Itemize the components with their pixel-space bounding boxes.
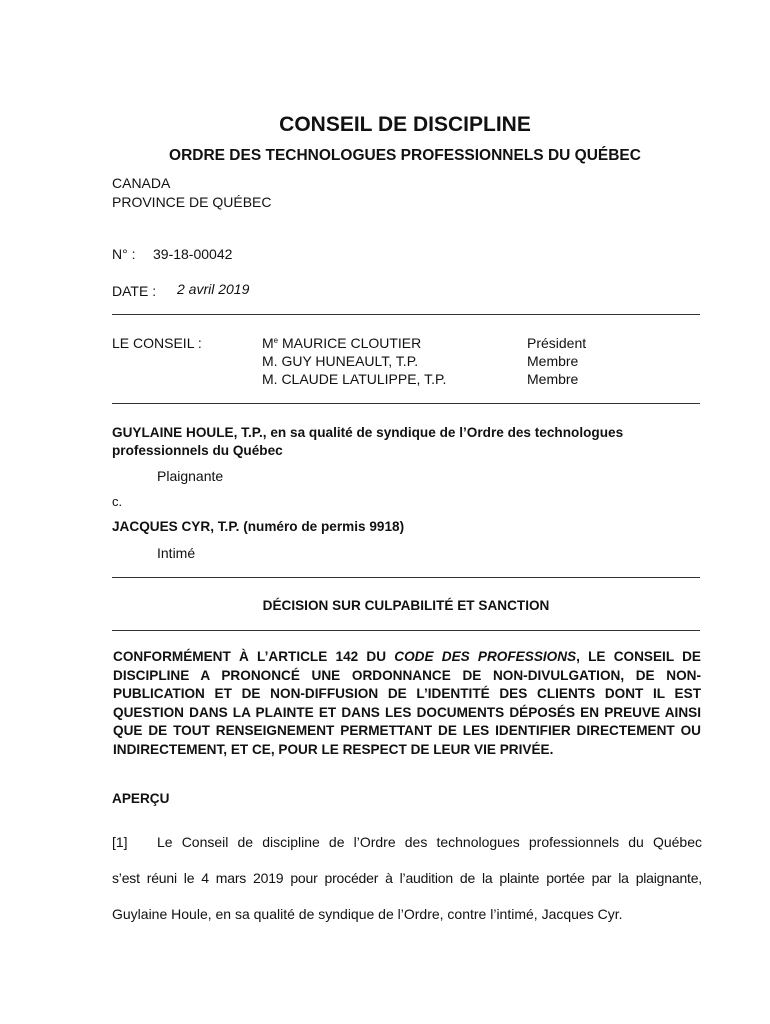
paragraph-number: [1] [112, 834, 128, 850]
plaintiff-line-1: GUYLAINE HOULE, T.P., en sa qualité de syndique de l’Ordre des technologues [112, 425, 624, 440]
divider-parties [112, 577, 700, 578]
file-number-label: N° : [112, 246, 136, 262]
council-member-role: Membre [527, 371, 579, 387]
plaintiff-role: Plaignante [157, 468, 224, 484]
member-prefix-sup: e [273, 336, 279, 345]
decision-title: DÉCISION SUR CULPABILITÉ ET SANCTION [262, 598, 550, 613]
divider-council [112, 403, 700, 404]
council-member-name: M. GUY HUNEAULT, T.P. [262, 353, 419, 369]
council-member-name [262, 335, 421, 351]
date-value: 2 avril 2019 [177, 281, 250, 297]
province-label: PROVINCE DE QUÉBEC [112, 194, 272, 210]
respondent-role: Intimé [157, 545, 196, 561]
member-prefix: M [262, 335, 274, 351]
date-label: DATE : [112, 283, 157, 299]
council-member-role: Membre [527, 353, 579, 369]
respondent-name: JACQUES CYR, T.P. (numéro de permis 9918) [112, 519, 405, 534]
paragraph-line-1: Le Conseil de discipline de l’Ordre des technologues professionnels du Québec [157, 834, 702, 850]
council-label: LE CONSEIL : [112, 335, 202, 351]
paragraph-line-2: s’est réuni le 4 mars 2019 pour procéder à l’audition de la plainte portée par la plaignante, [112, 870, 702, 886]
notice-part-1: CONFORMÉMENT À L’ARTICLE 142 DU [113, 649, 395, 664]
plaintiff-line-2: professionnels du Québec [112, 443, 283, 458]
document-subtitle: ORDRE DES TECHNOLOGUES PROFESSIONNELS DU QUÉBEC [169, 147, 641, 164]
paragraph-line-3: Guylaine Houle, en sa qualité de syndique de l’Ordre, contre l’intimé, Jacques Cyr. [112, 906, 623, 922]
confidentiality-notice [113, 648, 701, 759]
divider-top [112, 314, 700, 315]
notice-code-title: CODE DES PROFESSIONS [394, 649, 577, 664]
council-member-role: Président [527, 335, 587, 351]
file-number-value: 39-18-00042 [153, 246, 233, 262]
notice-part-3: , LE CONSEIL DE DISCIPLINE A PRONONCÉ UNE ORDONNANCE DE NON-DIVULGATION, DE NON-PUBLICATION ET DE NON-DIFFUSION DE L’IDENTITÉ DES CLIENTS DONT IL EST QUESTION DANS LA PLAINTE ET DANS LES DOCUMENTS DÉPOSÉS EN PREUVE AINSI QUE DE TOUT RENSEIGNEMENT PERMETTANT DE LES IDENTIFIER DIRECTEMENT OU INDIRECTEMENT, ET CE, POUR LE RESPECT DE LEUR VIE PRIVÉE. [113, 649, 701, 757]
country-label: CANADA [112, 175, 171, 191]
versus-label: c. [112, 494, 123, 509]
divider-decision [112, 630, 700, 631]
section-heading: APERÇU [112, 791, 170, 806]
council-member-name: M. CLAUDE LATULIPPE, T.P. [262, 371, 447, 387]
member-name: MAURICE CLOUTIER [278, 335, 422, 351]
document-title: CONSEIL DE DISCIPLINE [279, 113, 531, 136]
